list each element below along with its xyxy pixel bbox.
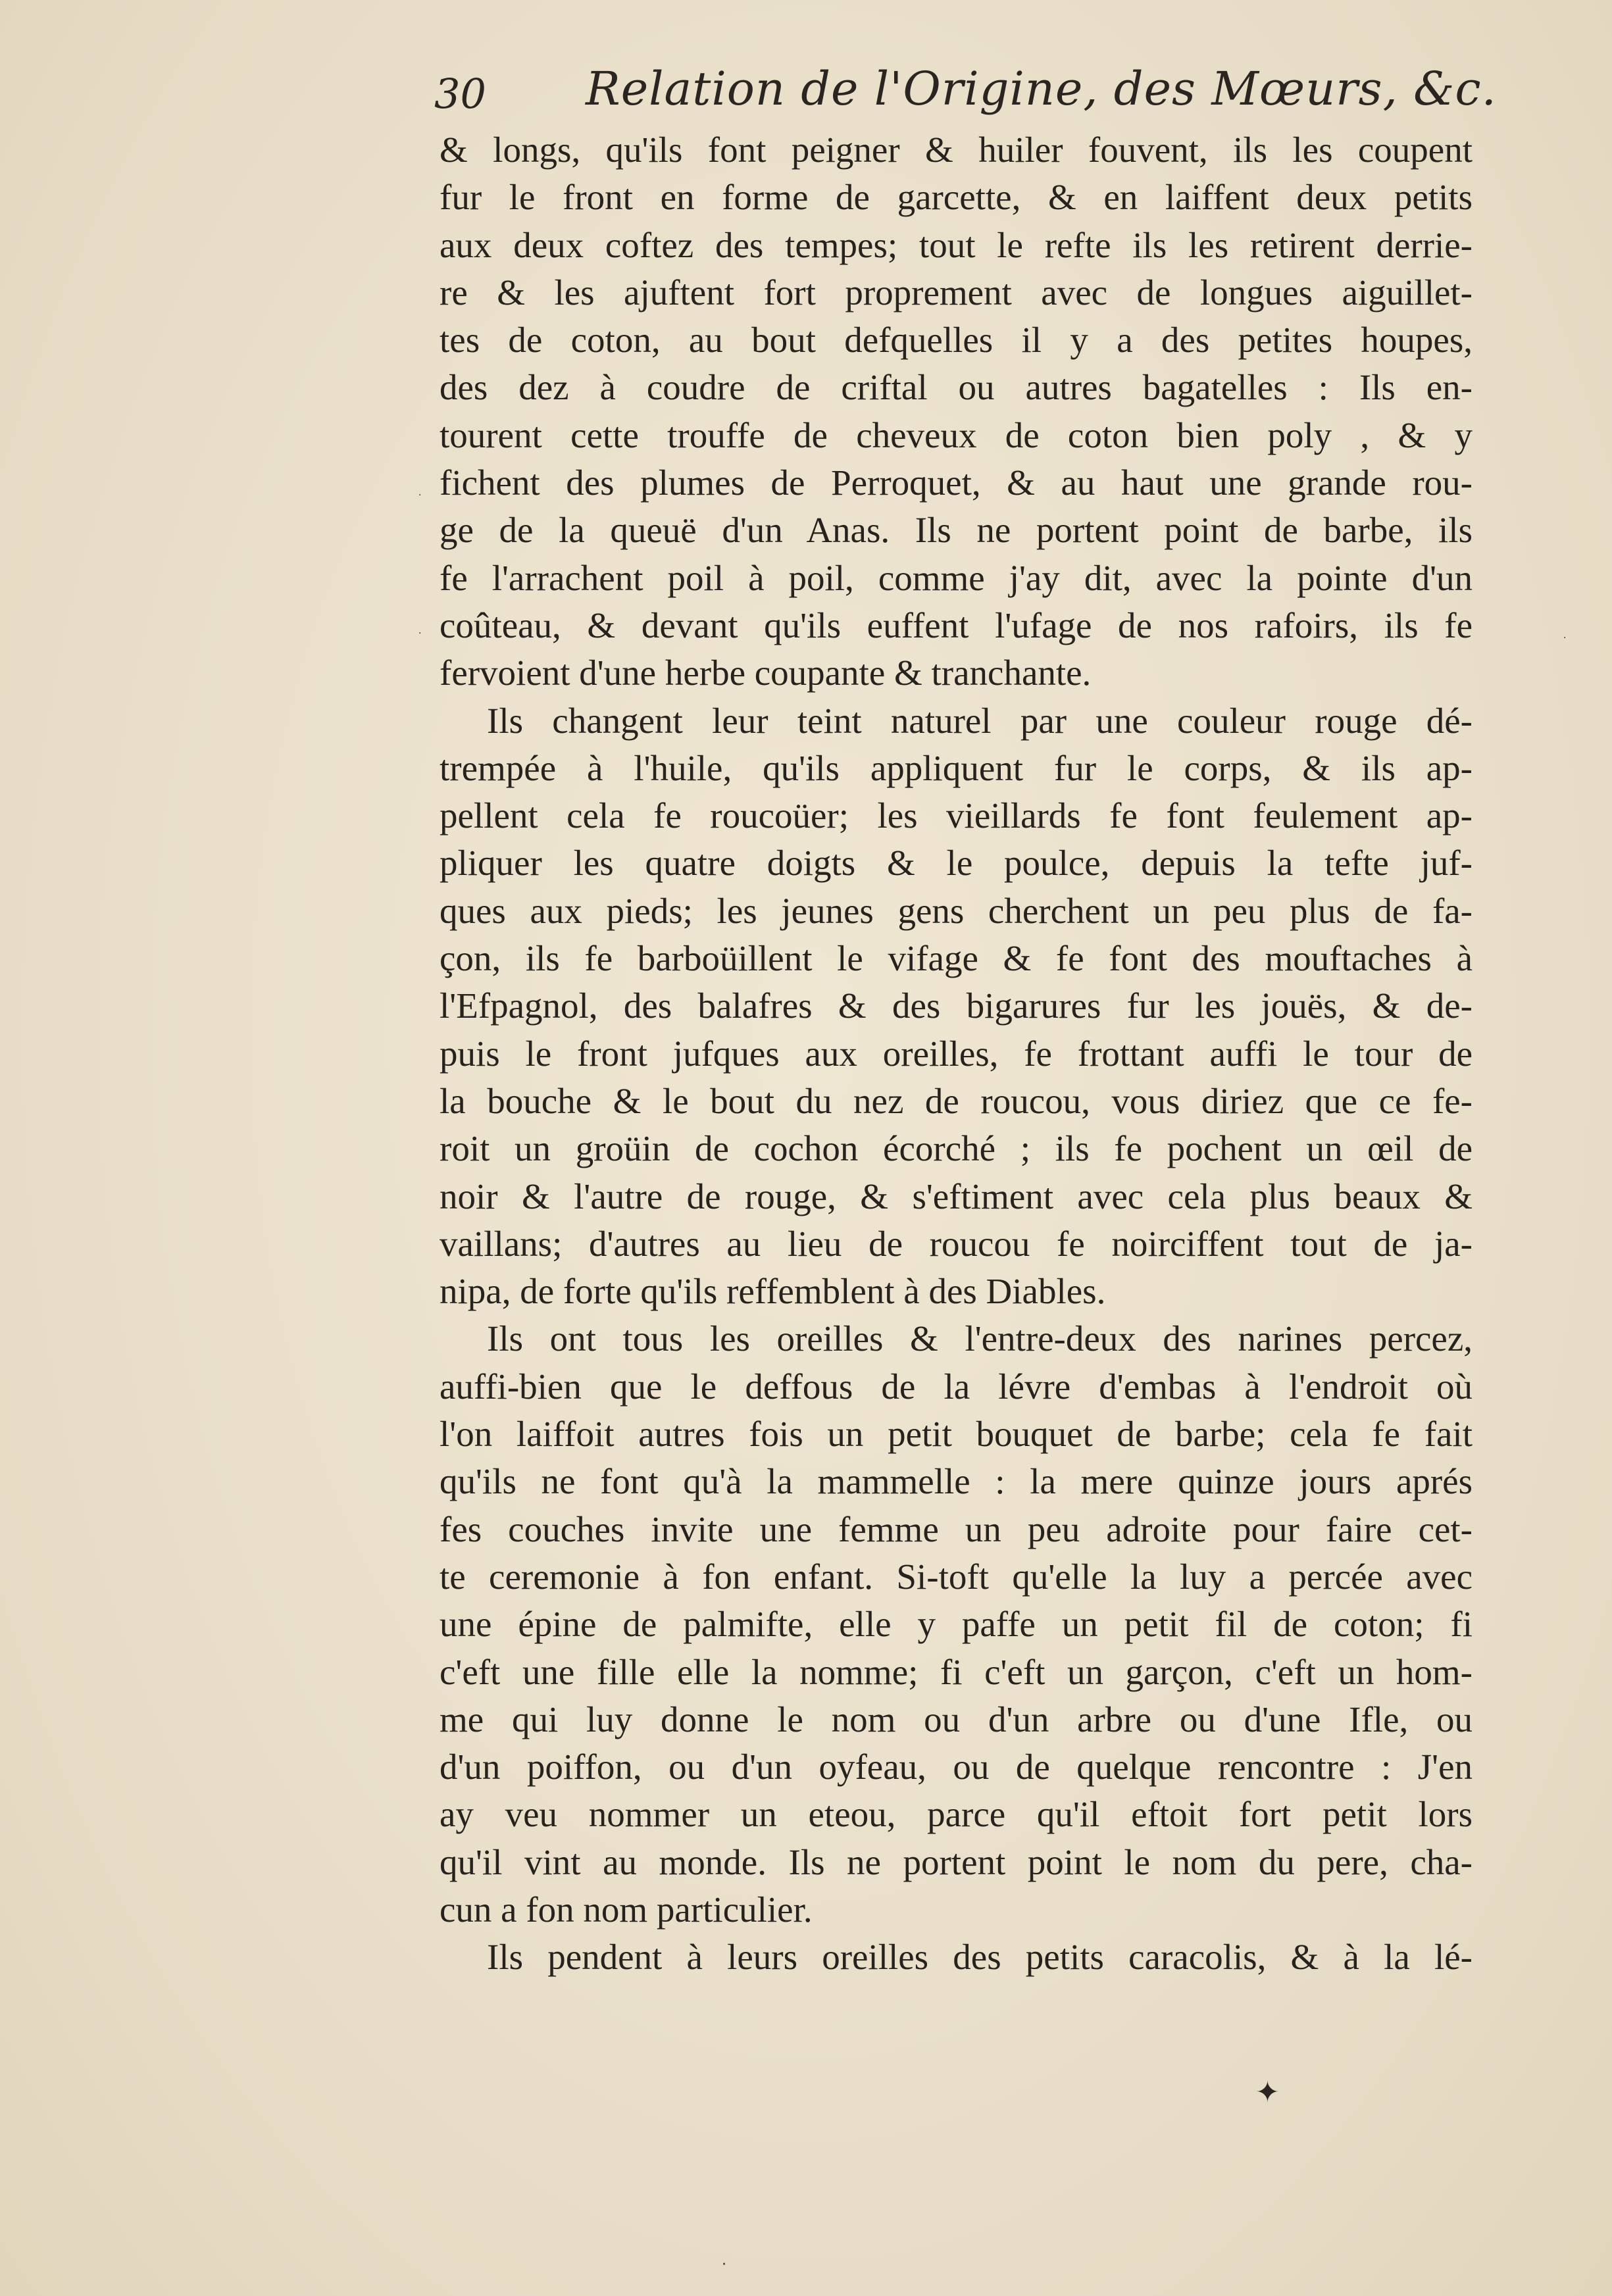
text-line: Ils changent leur teint naturel par une couleur rouge dé-	[487, 700, 1473, 741]
running-head: Relation de l'Origine, des Mœurs, &c.	[586, 62, 1497, 116]
speck-mark: ·	[1563, 633, 1567, 643]
text-line: re & les ajuftent fort proprement avec de longues aiguillet-	[440, 272, 1473, 312]
text-line: & longs, qu'ils font peigner & huiler fouvent, ils les coupent	[440, 130, 1473, 170]
text-line: qu'il vint au monde. Ils ne portent point le nom du pere, cha-	[440, 1841, 1473, 1882]
text-line: noir & l'autre de rouge, & s'eftiment avec cela plus beaux &	[440, 1176, 1473, 1216]
body-text	[440, 126, 1492, 1982]
text-line: des dez à coudre de criftal ou autres bagatelles : Ils en-	[440, 367, 1473, 408]
text-line: tourent cette trouffe de cheveux de coton bien poly , & y	[440, 414, 1473, 455]
text-line: une épine de palmifte, elle y paffe un petit fil de coton; fi	[440, 1604, 1473, 1645]
text-line: ge de la queuë d'un Anas. Ils ne portent point de barbe, ils	[440, 510, 1473, 551]
text-line: ay veu nommer un eteou, parce qu'il eftoit fort petit lors	[440, 1794, 1473, 1835]
text-line: ques aux pieds; les jeunes gens cherchent un peu plus de fa-	[440, 890, 1473, 931]
text-line: fervoient d'une herbe coupante & tranchante.	[440, 653, 1092, 693]
text-line: pliquer les quatre doigts & le poulce, depuis la tefte juf-	[440, 843, 1473, 884]
text-line: la bouche & le bout du nez de roucou, vous diriez que ce fe-	[440, 1080, 1473, 1121]
text-line: coûteau, & devant qu'ils euffent l'ufage de nos rafoirs, ils fe	[440, 605, 1473, 645]
text-line: vaillans; d'autres au lieu de roucou fe noirciffent tout de ja-	[440, 1223, 1473, 1264]
text-line: l'on laiffoit autres fois un petit bouquet de barbe; cela fe fait	[440, 1414, 1473, 1455]
speck-mark: ·	[418, 490, 422, 501]
text-line: d'un poiffon, ou d'un oyfeau, ou de quelque rencontre : J'en	[440, 1747, 1473, 1787]
page-number: 30	[434, 70, 486, 118]
text-line: me qui luy donne le nom ou d'un arbre ou d'une Ifle, ou	[440, 1699, 1473, 1739]
text-line: c'eft une fille elle la nomme; fi c'eft un garçon, c'eft un hom-	[440, 1651, 1473, 1692]
text-line: pellent cela fe roucoüer; les vieillards fe font feulement ap-	[440, 795, 1473, 836]
text-line: puis le front jufques aux oreilles, fe frottant auffi le tour de	[440, 1033, 1473, 1074]
text-line: Ils pendent à leurs oreilles des petits caracolis, & à la lé-	[487, 1937, 1473, 1978]
text-line: roit un groüin de cochon écorché ; ils fe pochent un œil de	[440, 1128, 1473, 1169]
text-line: fichent des plumes de Perroquet, & au haut une grande rou-	[440, 462, 1473, 503]
text-line: auffi-bien que le deffous de la lévre d'embas à l'endroit où	[440, 1366, 1473, 1407]
text-line: aux deux coftez des tempes; tout le refte ils les retirent derrie-	[440, 224, 1473, 265]
text-line: çon, ils fe barboüillent le vifage & fe font des mouftaches à	[440, 938, 1473, 979]
text-line: te ceremonie à fon enfant. Si-toft qu'elle la luy a percée avec	[440, 1556, 1473, 1597]
text-line: fes couches invite une femme un peu adroite pour faire cet-	[440, 1509, 1473, 1549]
text-line: qu'ils ne font qu'à la mammelle : la mere quinze jours aprés	[440, 1461, 1473, 1502]
text-line: nipa, de forte qu'ils reffemblent à des Diables.	[440, 1271, 1106, 1312]
speck-mark: ·	[722, 2257, 726, 2273]
text-line: fur le front en forme de garcette, & en laiffent deux petits	[440, 177, 1473, 218]
page-header	[421, 58, 1497, 130]
catchword-mark: ✦	[1255, 2076, 1280, 2109]
text-line: Ils ont tous les oreilles & l'entre-deux des narines percez,	[487, 1318, 1473, 1359]
text-line: trempée à l'huile, qu'ils appliquent fur le corps, & ils ap-	[440, 747, 1473, 788]
text-line: l'Efpagnol, des balafres & des bigarures fur les jouës, & de-	[440, 986, 1473, 1026]
speck-mark: ·	[418, 628, 422, 639]
text-line: fe l'arrachent poil à poil, comme j'ay dit, avec la pointe d'un	[440, 557, 1473, 598]
text-line: cun a fon nom particulier.	[440, 1889, 813, 1930]
text-line: tes de coton, au bout defquelles il y a des petites houpes,	[440, 320, 1473, 361]
